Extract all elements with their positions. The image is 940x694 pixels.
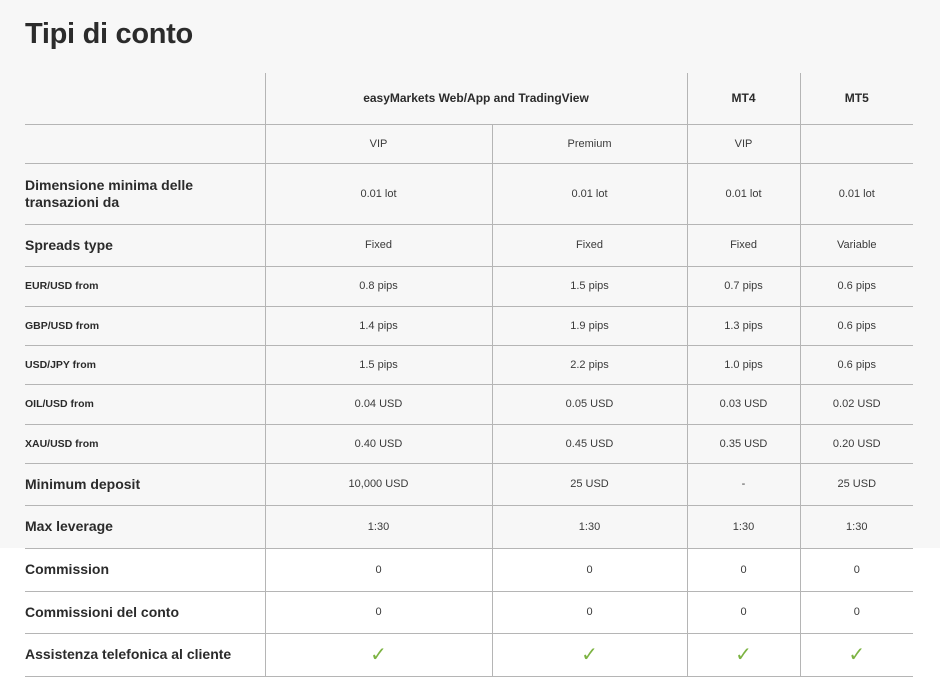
page-title: Tipi di conto [25, 18, 193, 50]
table-cell: 1.5 pips [492, 266, 687, 306]
table-cell: 0.35 USD [687, 424, 800, 463]
table-row [25, 345, 913, 384]
check-icon: ✓ [735, 643, 752, 666]
table-cell: 1.9 pips [492, 306, 687, 345]
table-cell [687, 633, 800, 676]
table-cell: 1.4 pips [265, 306, 492, 345]
table-cell: 1:30 [492, 505, 687, 548]
table-cell [800, 633, 913, 676]
table-cell: 10,000 USD [265, 463, 492, 505]
row-label: Commission [25, 548, 265, 591]
table-cell: 0.20 USD [800, 424, 913, 463]
platform-header-row [25, 73, 913, 124]
table-cell: - [687, 463, 800, 505]
table-row [25, 266, 913, 306]
row-label: OIL/USD from [25, 384, 265, 424]
row-label: Max leverage [25, 505, 265, 548]
table-cell: 0.05 USD [492, 384, 687, 424]
table-cell: 1:30 [800, 505, 913, 548]
table-cell [492, 633, 687, 676]
account-type-row [25, 124, 913, 163]
table-cell: 0 [687, 591, 800, 633]
table-cell: 2.2 pips [492, 345, 687, 384]
account-type-premium: Premium [492, 124, 687, 163]
table-cell: 25 USD [800, 463, 913, 505]
row-label: EUR/USD from [25, 266, 265, 306]
header-mt4: MT4 [687, 73, 800, 124]
table-cell: 0.45 USD [492, 424, 687, 463]
header-easymarkets: easyMarkets Web/App and TradingView [265, 73, 687, 124]
account-type-mt5 [800, 124, 913, 163]
table-row [25, 163, 913, 224]
table-cell: 0.6 pips [800, 306, 913, 345]
header-mt5: MT5 [800, 73, 913, 124]
table-cell: 0 [687, 548, 800, 591]
table-cell: 1:30 [265, 505, 492, 548]
table-row [25, 591, 913, 633]
table-cell: 0.01 lot [800, 163, 913, 224]
header-empty [25, 73, 265, 124]
table-cell: 0.40 USD [265, 424, 492, 463]
table-cell: 1.3 pips [687, 306, 800, 345]
table-cell: 0.01 lot [687, 163, 800, 224]
row-label: Commissioni del conto [25, 591, 265, 633]
table-cell: 0 [265, 548, 492, 591]
account-types-table [25, 73, 913, 677]
table-row [25, 424, 913, 463]
table-row [25, 548, 913, 591]
table-cell: Fixed [492, 224, 687, 266]
table-cell: Fixed [265, 224, 492, 266]
table-cell: 25 USD [492, 463, 687, 505]
table-row [25, 505, 913, 548]
table-row [25, 306, 913, 345]
table-cell [265, 633, 492, 676]
row-label: Spreads type [25, 224, 265, 266]
table-row [25, 463, 913, 505]
row-label: XAU/USD from [25, 424, 265, 463]
account-type-empty [25, 124, 265, 163]
account-type-vip: VIP [265, 124, 492, 163]
table-cell: 0.02 USD [800, 384, 913, 424]
account-type-mt4-vip: VIP [687, 124, 800, 163]
table-row [25, 224, 913, 266]
check-icon: ✓ [581, 643, 598, 666]
table-cell: 0.03 USD [687, 384, 800, 424]
table-cell: 0 [800, 591, 913, 633]
table-cell: Fixed [687, 224, 800, 266]
table-cell: 0 [265, 591, 492, 633]
table-row [25, 384, 913, 424]
row-label: Assistenza telefonica al cliente [25, 633, 265, 676]
table-cell: Variable [800, 224, 913, 266]
row-label: Dimensione minima delle transazioni da [25, 163, 265, 224]
table-cell: 0.6 pips [800, 266, 913, 306]
table-row [25, 633, 913, 676]
check-icon: ✓ [370, 643, 387, 666]
table-cell: 0.01 lot [492, 163, 687, 224]
table-cell: 1.0 pips [687, 345, 800, 384]
table-cell: 0.01 lot [265, 163, 492, 224]
table-cell: 0 [492, 548, 687, 591]
row-label: Minimum deposit [25, 463, 265, 505]
check-icon: ✓ [848, 643, 866, 666]
table-cell: 0.8 pips [265, 266, 492, 306]
row-label: GBP/USD from [25, 306, 265, 345]
table-cell: 0 [492, 591, 687, 633]
table-cell: 0.04 USD [265, 384, 492, 424]
table-cell: 0.6 pips [800, 345, 913, 384]
table-cell: 0 [800, 548, 913, 591]
table-cell: 1.5 pips [265, 345, 492, 384]
row-label: USD/JPY from [25, 345, 265, 384]
table-cell: 0.7 pips [687, 266, 800, 306]
table-cell: 1:30 [687, 505, 800, 548]
